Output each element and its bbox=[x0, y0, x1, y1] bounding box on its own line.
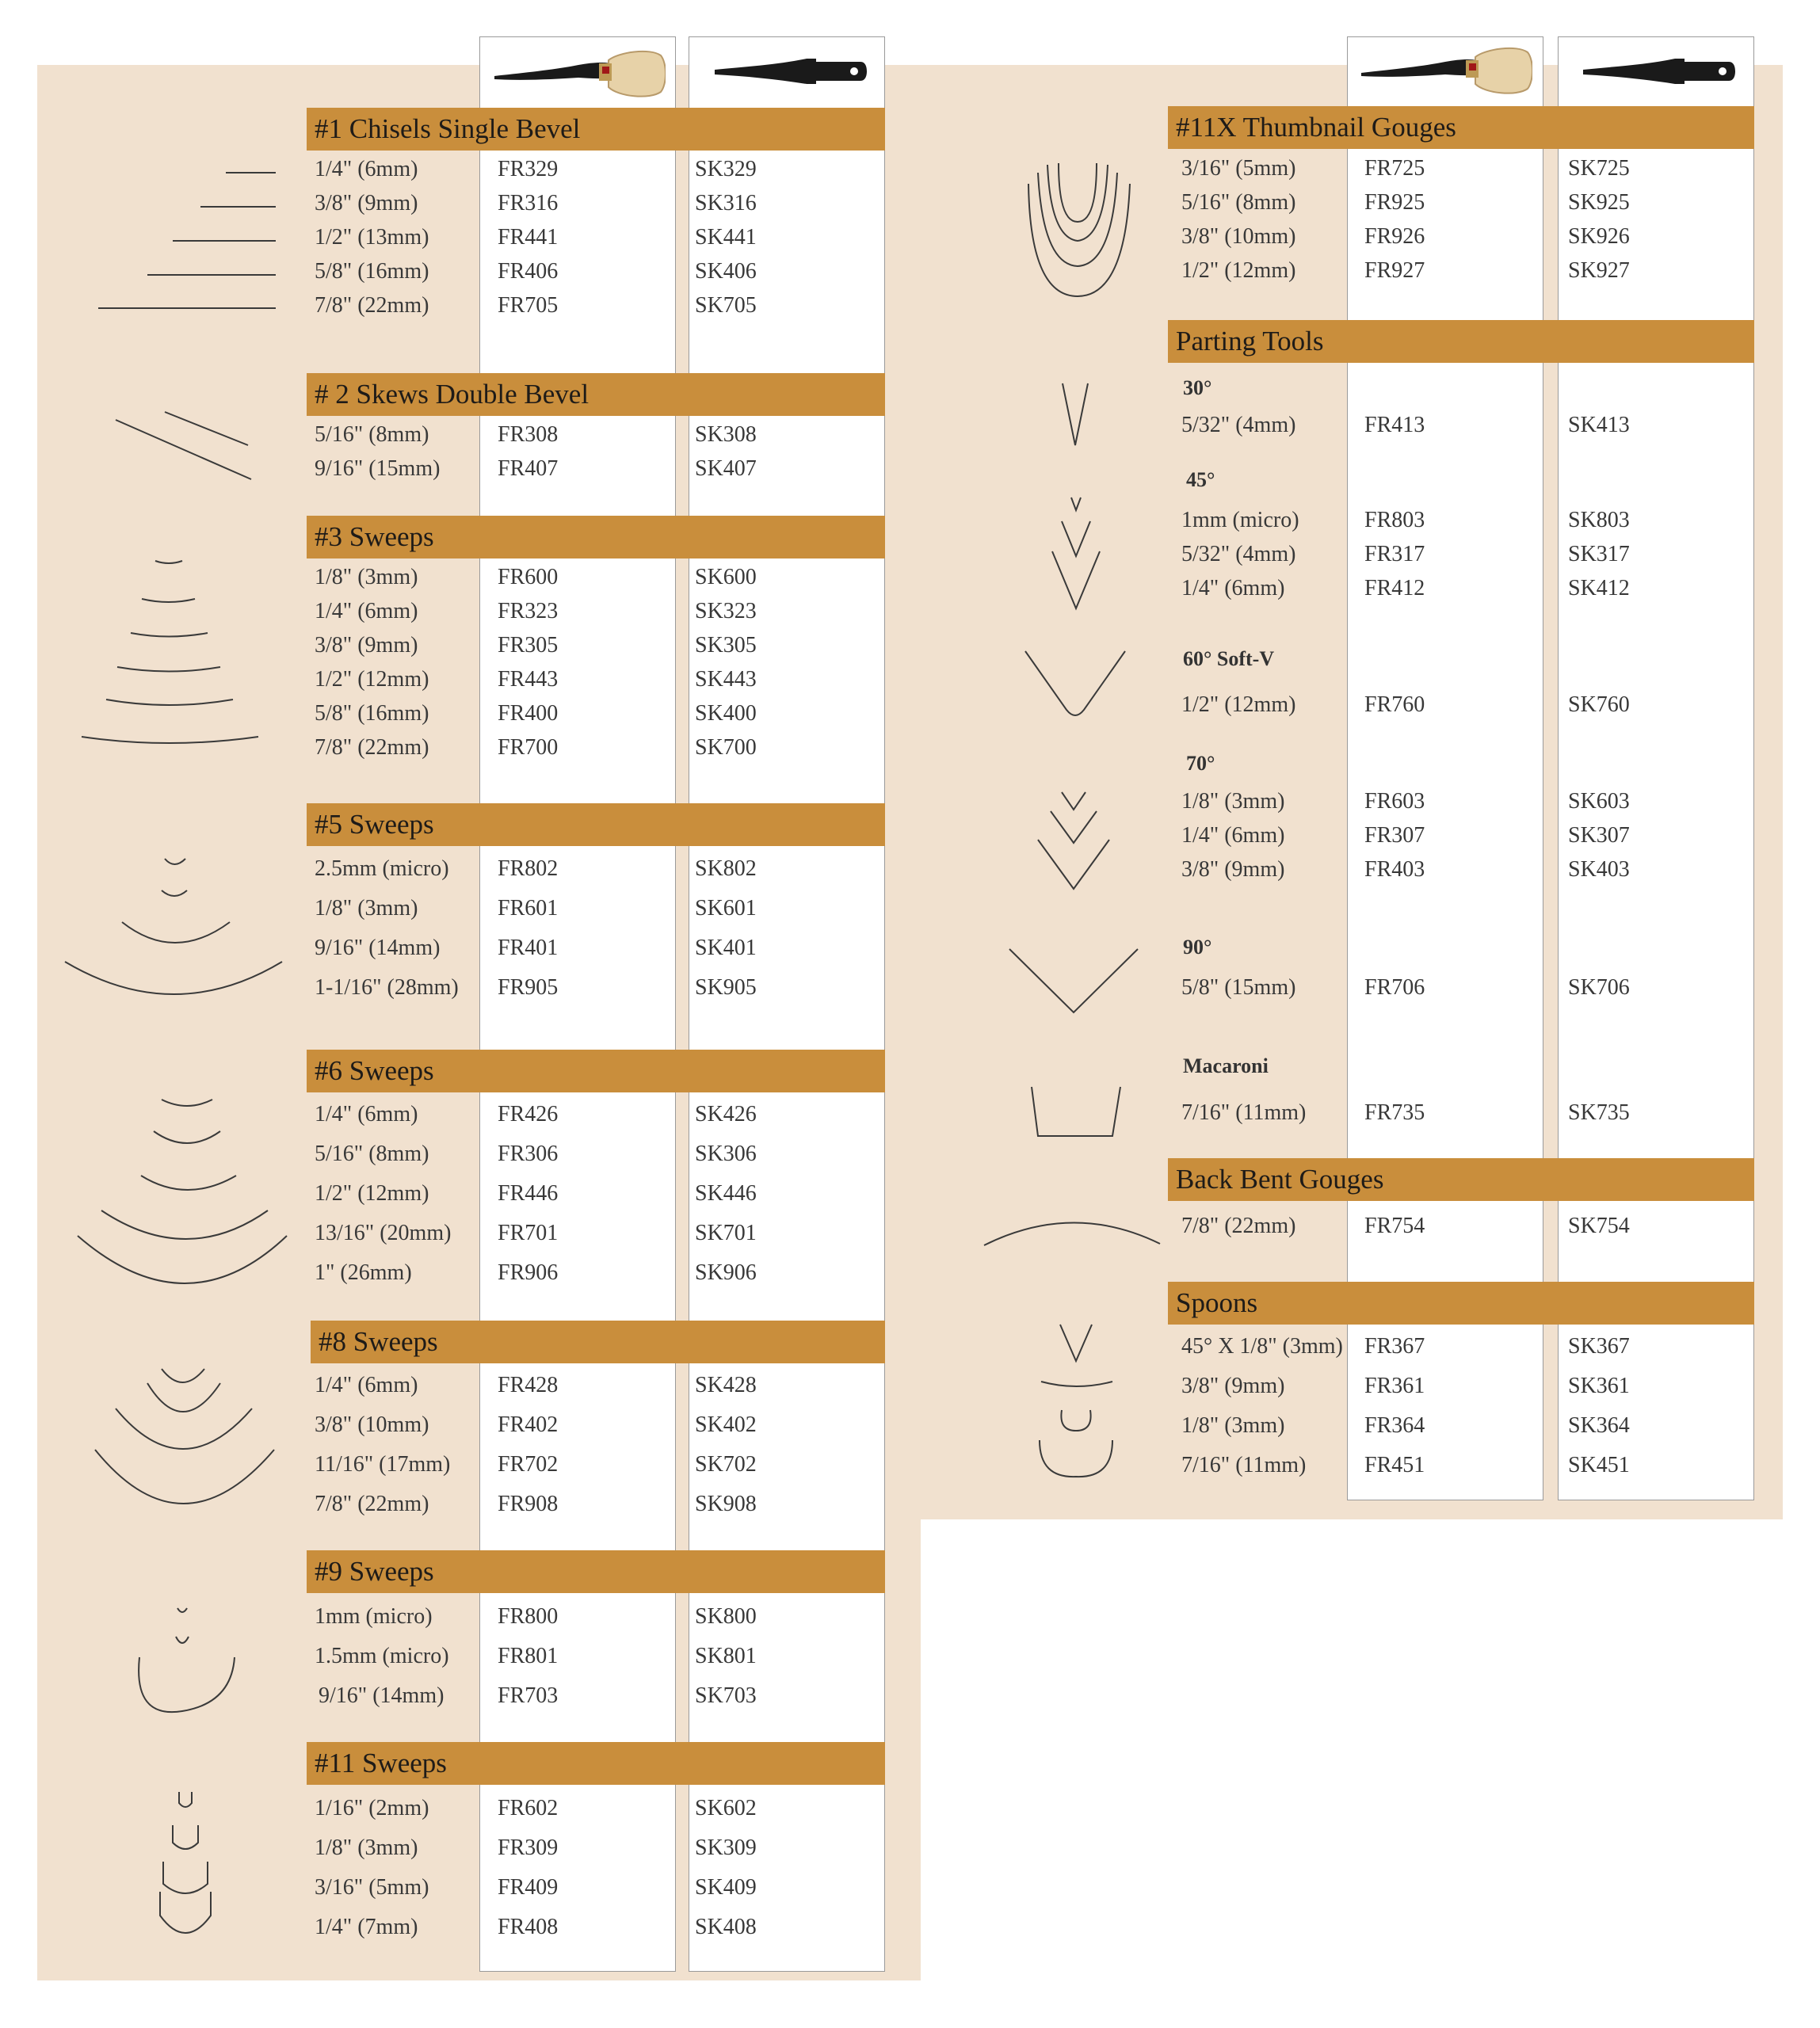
angle-label: 45° bbox=[1186, 468, 1215, 491]
size-cell: 1.5mm (micro) bbox=[315, 1644, 449, 1668]
size-cell: 1/2" (12mm) bbox=[315, 667, 429, 692]
fr-code-cell: FR905 bbox=[498, 975, 559, 1000]
sk-code-cell: SK927 bbox=[1568, 258, 1630, 283]
sk-code-cell: SK364 bbox=[1568, 1413, 1630, 1438]
size-cell: 13/16" (20mm) bbox=[315, 1221, 452, 1245]
section-header-spoons: Spoons bbox=[1168, 1282, 1754, 1325]
size-cell: 1/8" (3mm) bbox=[1181, 1413, 1285, 1438]
size-cell: 1/8" (3mm) bbox=[1181, 789, 1285, 814]
fr-code-cell: FR400 bbox=[498, 701, 559, 726]
fr-code-cell: FR735 bbox=[1364, 1100, 1425, 1125]
sk-code-cell: SK760 bbox=[1568, 692, 1630, 717]
fr-code-cell: FR441 bbox=[498, 225, 559, 250]
macaroni-profile-icon bbox=[1032, 1087, 1120, 1136]
fr-code-cell: FR401 bbox=[498, 936, 559, 960]
fr-code-cell: FR760 bbox=[1364, 692, 1425, 717]
fr-code-cell: FR603 bbox=[1364, 789, 1425, 814]
fr-code-cell: FR408 bbox=[498, 1915, 559, 1939]
size-cell: 2.5mm (micro) bbox=[315, 856, 449, 881]
fr-code-cell: FR412 bbox=[1364, 576, 1425, 600]
size-cell: 3/8" (9mm) bbox=[315, 191, 418, 215]
size-cell: 7/8" (22mm) bbox=[1181, 1214, 1296, 1238]
fr-code-cell: FR307 bbox=[1364, 823, 1425, 848]
size-cell: 5/8" (16mm) bbox=[315, 259, 429, 284]
sk-code-cell: SK323 bbox=[695, 599, 757, 623]
sk-code-cell: SK309 bbox=[695, 1835, 757, 1860]
sk-code-cell: SK406 bbox=[695, 259, 757, 284]
sk-code-cell: SK803 bbox=[1568, 508, 1630, 532]
fr-code-cell: FR725 bbox=[1364, 156, 1425, 181]
sk-code-cell: SK308 bbox=[695, 422, 757, 447]
sk-code-cell: SK307 bbox=[1568, 823, 1630, 848]
angle-label: 90° bbox=[1183, 936, 1212, 959]
fr-code-cell: FR317 bbox=[1364, 542, 1425, 566]
sk-code-cell: SK906 bbox=[695, 1260, 757, 1285]
section-header-back-bent-gouges: Back Bent Gouges bbox=[1168, 1158, 1754, 1201]
fr-code-cell: FR309 bbox=[498, 1835, 559, 1860]
sk-code-cell: SK443 bbox=[695, 667, 757, 692]
fr-code-cell: FR413 bbox=[1364, 413, 1425, 437]
size-cell: 7/8" (22mm) bbox=[315, 735, 429, 760]
size-cell: 7/8" (22mm) bbox=[315, 293, 429, 318]
size-cell: 5/32" (4mm) bbox=[1181, 542, 1296, 566]
size-cell: 5/16" (8mm) bbox=[1181, 190, 1296, 215]
size-cell: 1/4" (6mm) bbox=[315, 599, 418, 623]
sk-code-cell: SK361 bbox=[1568, 1374, 1630, 1398]
sk-code-cell: SK702 bbox=[695, 1452, 757, 1477]
angle-label: 70° bbox=[1186, 752, 1215, 775]
fr-code-cell: FR323 bbox=[498, 599, 559, 623]
sk-code-cell: SK400 bbox=[695, 701, 757, 726]
sk-code-cell: SK925 bbox=[1568, 190, 1630, 215]
sk-code-cell: SK603 bbox=[1568, 789, 1630, 814]
fr-code-cell: FR601 bbox=[498, 896, 559, 921]
fr-code-cell: FR801 bbox=[498, 1644, 559, 1668]
angle-label: 30° bbox=[1183, 376, 1212, 399]
size-cell: 5/8" (16mm) bbox=[315, 701, 429, 726]
section-header-skews: # 2 Skews Double Bevel bbox=[307, 373, 885, 416]
fr-code-cell: FR443 bbox=[498, 667, 559, 692]
sk-code-cell: SK306 bbox=[695, 1142, 757, 1166]
size-cell: 1/8" (3mm) bbox=[315, 1835, 418, 1860]
fr-code-cell: FR305 bbox=[498, 633, 559, 658]
sk-code-cell: SK367 bbox=[1568, 1334, 1630, 1359]
size-cell: 5/16" (8mm) bbox=[315, 1142, 429, 1166]
fr-code-cell: FR926 bbox=[1364, 224, 1425, 249]
size-cell: 7/16" (11mm) bbox=[1181, 1453, 1307, 1477]
size-cell: 1mm (micro) bbox=[315, 1604, 433, 1629]
size-cell: 1/16" (2mm) bbox=[315, 1796, 429, 1820]
sweep-9-profile-icon bbox=[139, 1608, 235, 1712]
fr-code-cell: FR908 bbox=[498, 1492, 559, 1516]
fr-code-cell: FR446 bbox=[498, 1181, 559, 1206]
size-cell: 5/32" (4mm) bbox=[1181, 413, 1296, 437]
size-cell: 3/16" (5mm) bbox=[315, 1875, 429, 1900]
section-header-chisels: #1 Chisels Single Bevel bbox=[307, 108, 885, 151]
sk-code-cell: SK703 bbox=[695, 1683, 757, 1708]
fr-code-cell: FR428 bbox=[498, 1373, 559, 1397]
sk-code-cell: SK600 bbox=[695, 565, 757, 589]
size-cell: 9/16" (14mm) bbox=[319, 1683, 445, 1708]
fr-code-cell: FR802 bbox=[498, 856, 559, 881]
sk-code-cell: SK754 bbox=[1568, 1214, 1630, 1238]
fr-code-cell: FR703 bbox=[498, 1683, 559, 1708]
fr-code-cell: FR316 bbox=[498, 191, 559, 215]
sk-code-cell: SK451 bbox=[1568, 1453, 1630, 1477]
sk-code-cell: SK407 bbox=[695, 456, 757, 481]
soft-v-60-profile-icon bbox=[1025, 651, 1125, 715]
skew-profile-icon bbox=[116, 412, 251, 479]
size-cell: 11/16" (17mm) bbox=[315, 1452, 451, 1477]
size-cell: 1/8" (3mm) bbox=[315, 896, 418, 921]
fr-code-cell: FR602 bbox=[498, 1796, 559, 1820]
size-cell: 1/4" (6mm) bbox=[315, 157, 418, 181]
size-cell: 1/4" (6mm) bbox=[315, 1102, 418, 1126]
v-90-profile-icon bbox=[1009, 949, 1138, 1012]
sk-code-cell: SK446 bbox=[695, 1181, 757, 1206]
sk-code-cell: SK426 bbox=[695, 1102, 757, 1126]
fr-code-cell: FR800 bbox=[498, 1604, 559, 1629]
fr-code-cell: FR803 bbox=[1364, 508, 1425, 532]
section-header-sweeps-6: #6 Sweeps bbox=[307, 1050, 885, 1092]
back-bent-profile-icon bbox=[984, 1222, 1160, 1245]
size-cell: 1/2" (12mm) bbox=[1181, 692, 1296, 717]
fr-code-cell: FR706 bbox=[1364, 975, 1425, 1000]
sweep-5-profile-icon bbox=[65, 859, 282, 994]
size-cell: 1/4" (7mm) bbox=[315, 1915, 418, 1939]
sk-code-cell: SK412 bbox=[1568, 576, 1630, 600]
size-cell: 7/8" (22mm) bbox=[315, 1492, 429, 1516]
sk-code-cell: SK705 bbox=[695, 293, 757, 318]
size-cell: 7/16" (11mm) bbox=[1181, 1100, 1307, 1125]
section-header-sweeps-5: #5 Sweeps bbox=[307, 803, 885, 846]
angle-label: 60° Soft-V bbox=[1183, 647, 1275, 670]
sk-code-cell: SK706 bbox=[1568, 975, 1630, 1000]
section-header-sweeps-8: #8 Sweeps bbox=[311, 1321, 885, 1363]
section-header-sweeps-11: #11 Sweeps bbox=[307, 1742, 885, 1785]
size-cell: 3/16" (5mm) bbox=[1181, 156, 1296, 181]
v-30-profile-icon bbox=[1063, 383, 1088, 445]
size-cell: 1" (26mm) bbox=[315, 1260, 412, 1285]
sk-code-cell: SK409 bbox=[695, 1875, 757, 1900]
sweep-3-profile-icon bbox=[82, 561, 258, 743]
v-70-profile-icon bbox=[1038, 792, 1109, 889]
fr-code-cell: FR451 bbox=[1364, 1453, 1425, 1477]
fr-code-cell: FR927 bbox=[1364, 258, 1425, 283]
sk-code-cell: SK926 bbox=[1568, 224, 1630, 249]
section-header-parting-tools: Parting Tools bbox=[1168, 320, 1754, 363]
sweep-8-profile-icon bbox=[95, 1369, 274, 1504]
sk-code-cell: SK413 bbox=[1568, 413, 1630, 437]
sk-code-cell: SK725 bbox=[1568, 156, 1630, 181]
fr-code-cell: FR700 bbox=[498, 735, 559, 760]
size-cell: 9/16" (14mm) bbox=[315, 936, 441, 960]
sweep-11-profile-icon bbox=[160, 1792, 211, 1933]
sk-code-cell: SK428 bbox=[695, 1373, 757, 1397]
size-cell: 1/2" (13mm) bbox=[315, 225, 429, 250]
size-cell: 1/4" (6mm) bbox=[1181, 823, 1285, 848]
fr-code-cell: FR403 bbox=[1364, 857, 1425, 882]
fr-code-cell: FR306 bbox=[498, 1142, 559, 1166]
sk-code-cell: SK801 bbox=[695, 1644, 757, 1668]
fr-code-cell: FR308 bbox=[498, 422, 559, 447]
sk-code-cell: SK408 bbox=[695, 1915, 757, 1939]
fr-code-cell: FR407 bbox=[498, 456, 559, 481]
sk-code-cell: SK602 bbox=[695, 1796, 757, 1820]
size-cell: 5/8" (15mm) bbox=[1181, 975, 1296, 1000]
size-cell: 3/8" (10mm) bbox=[315, 1412, 429, 1437]
size-cell: 3/8" (9mm) bbox=[1181, 857, 1285, 882]
fr-code-cell: FR402 bbox=[498, 1412, 559, 1437]
fr-code-cell: FR367 bbox=[1364, 1334, 1425, 1359]
fr-code-cell: FR361 bbox=[1364, 1374, 1425, 1398]
spoon-profile-icon bbox=[1040, 1325, 1112, 1477]
v-45-profile-icon bbox=[1052, 497, 1100, 608]
fr-code-cell: FR925 bbox=[1364, 190, 1425, 215]
size-cell: 1/4" (6mm) bbox=[315, 1373, 418, 1397]
sk-code-cell: SK802 bbox=[695, 856, 757, 881]
fr-code-cell: FR426 bbox=[498, 1102, 559, 1126]
thumbnail-gouge-profile-icon bbox=[1028, 163, 1130, 296]
size-cell: 3/8" (9mm) bbox=[315, 633, 418, 658]
sk-code-cell: SK401 bbox=[695, 936, 757, 960]
size-cell: 1/2" (12mm) bbox=[1181, 258, 1296, 283]
fr-code-cell: FR702 bbox=[498, 1452, 559, 1477]
size-cell: 3/8" (10mm) bbox=[1181, 224, 1296, 249]
sk-code-cell: SK402 bbox=[695, 1412, 757, 1437]
sk-code-cell: SK305 bbox=[695, 633, 757, 658]
fr-code-cell: FR329 bbox=[498, 157, 559, 181]
section-header-thumbnail-gouges: #11X Thumbnail Gouges bbox=[1168, 106, 1754, 149]
sk-code-cell: SK701 bbox=[695, 1221, 757, 1245]
sk-code-cell: SK403 bbox=[1568, 857, 1630, 882]
size-cell: 9/16" (15mm) bbox=[315, 456, 441, 481]
size-cell: 45° X 1/8" (3mm) bbox=[1181, 1334, 1343, 1359]
sk-code-cell: SK329 bbox=[695, 157, 757, 181]
sk-code-cell: SK800 bbox=[695, 1604, 757, 1629]
size-cell: 1/8" (3mm) bbox=[315, 565, 418, 589]
sk-code-cell: SK700 bbox=[695, 735, 757, 760]
section-header-sweeps-9: #9 Sweeps bbox=[307, 1550, 885, 1593]
size-cell: 1mm (micro) bbox=[1181, 508, 1299, 532]
fr-code-cell: FR364 bbox=[1364, 1413, 1425, 1438]
size-cell: 5/16" (8mm) bbox=[315, 422, 429, 447]
fr-code-cell: FR754 bbox=[1364, 1214, 1425, 1238]
sk-code-cell: SK601 bbox=[695, 896, 757, 921]
sk-code-cell: SK317 bbox=[1568, 542, 1630, 566]
sk-code-cell: SK316 bbox=[695, 191, 757, 215]
fr-code-cell: FR906 bbox=[498, 1260, 559, 1285]
sk-code-cell: SK735 bbox=[1568, 1100, 1630, 1125]
sk-code-cell: SK908 bbox=[695, 1492, 757, 1516]
fr-code-cell: FR705 bbox=[498, 293, 559, 318]
size-cell: 3/8" (9mm) bbox=[1181, 1374, 1285, 1398]
fr-code-cell: FR701 bbox=[498, 1221, 559, 1245]
fr-code-cell: FR409 bbox=[498, 1875, 559, 1900]
flat-chisel-profile-icon bbox=[98, 173, 276, 308]
sweep-6-profile-icon bbox=[78, 1100, 287, 1283]
size-cell: 1-1/16" (28mm) bbox=[315, 975, 459, 1000]
angle-label: Macaroni bbox=[1183, 1054, 1269, 1077]
fr-code-cell: FR406 bbox=[498, 259, 559, 284]
section-header-sweeps-3: #3 Sweeps bbox=[307, 516, 885, 558]
fr-code-cell: FR600 bbox=[498, 565, 559, 589]
sk-code-cell: SK905 bbox=[695, 975, 757, 1000]
size-cell: 1/2" (12mm) bbox=[315, 1181, 429, 1206]
size-cell: 1/4" (6mm) bbox=[1181, 576, 1285, 600]
sk-code-cell: SK441 bbox=[695, 225, 757, 250]
